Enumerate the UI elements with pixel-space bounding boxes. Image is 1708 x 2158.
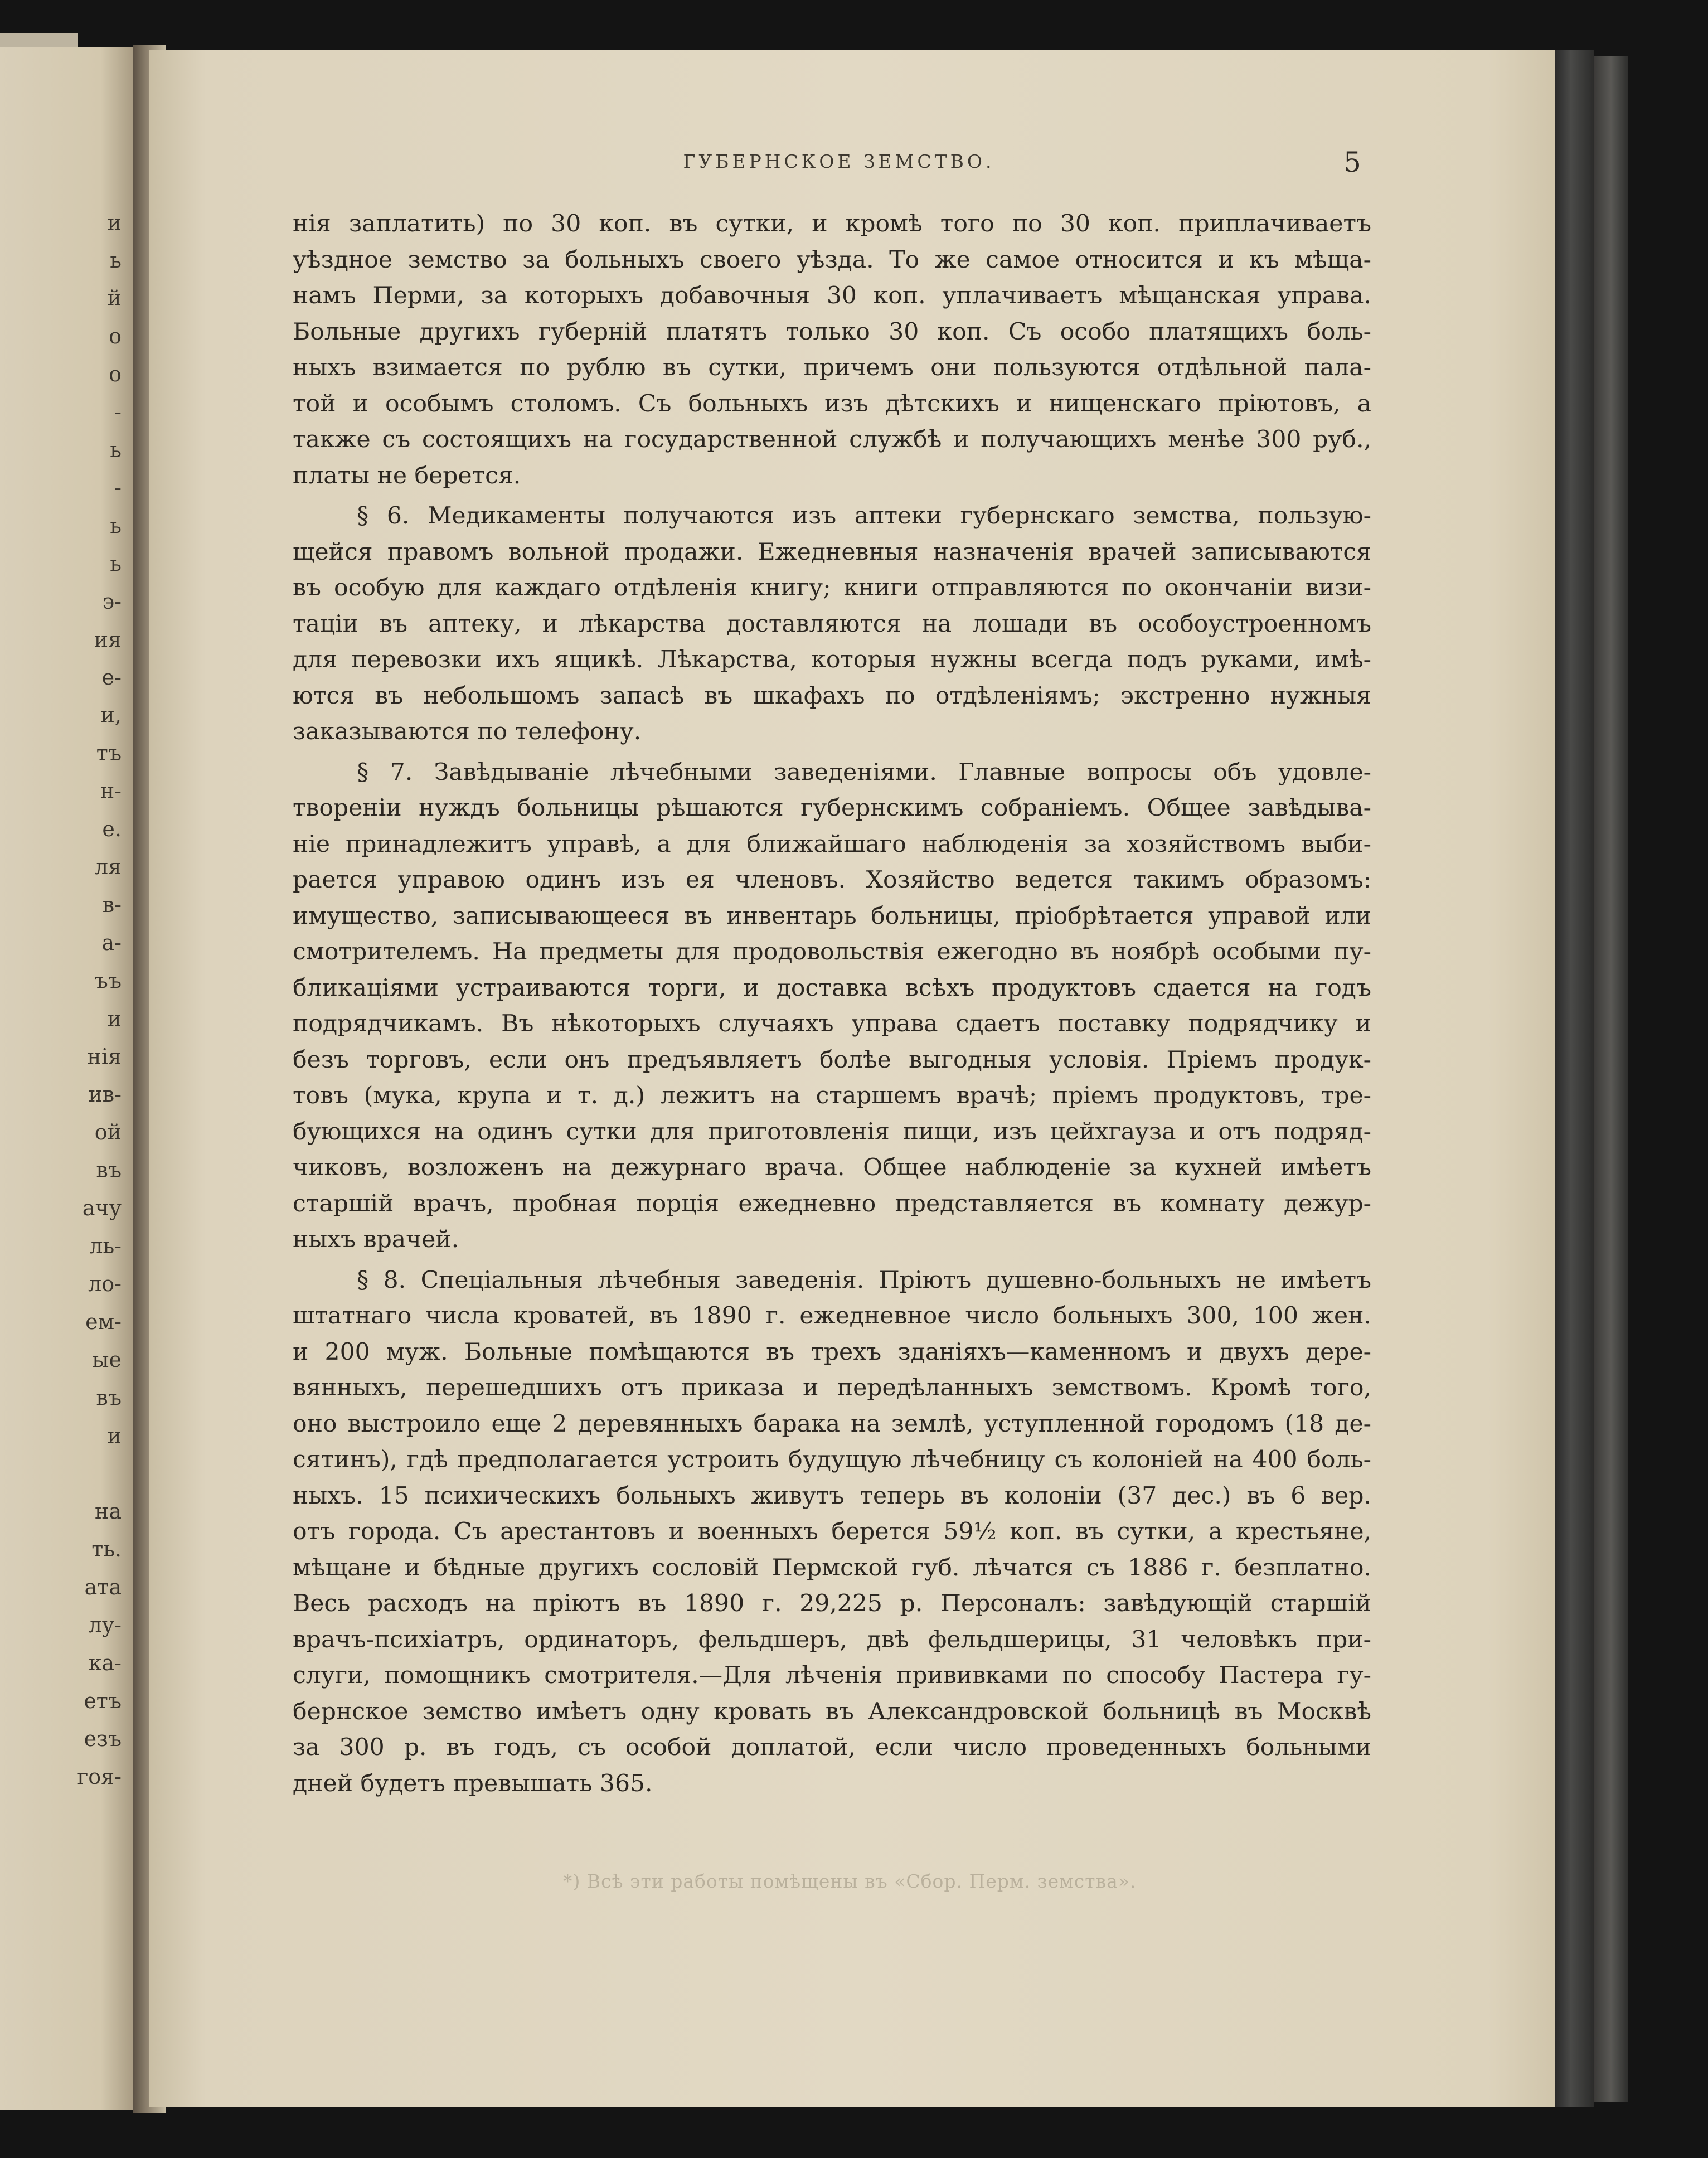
left-page-margin-text [77,203,122,1796]
text-line: щейся правомъ вольной продажи. Ежедневныя назначенія врачей записываются [293,538,1371,566]
body-text [293,206,1371,1802]
text-line: Весь расходъ на пріютъ въ 1890 г. 29,225 р. Персоналъ: завѣдующій старшій [293,1590,1371,1617]
left-margin-fragment: ачу [82,1196,122,1220]
text-line: § 6. Медикаменты получаются изъ аптеки губернскаго земства, пользую- [357,502,1371,530]
left-margin-fragment: тъ [96,741,122,765]
text-line: таціи въ аптеку, и лѣкарства доставляются на лошади въ особоустроенномъ [293,610,1371,638]
left-margin-fragment: ть. [91,1537,122,1561]
left-margin-fragment: ля [94,855,122,879]
text-line: подрядчикамъ. Въ нѣкоторыхъ случаяхъ управа сдаетъ поставку подрядчику и [293,1010,1371,1037]
left-page [0,47,144,2110]
left-margin-fragment: ия [94,627,122,652]
left-margin-fragment: е- [101,665,122,690]
left-margin-fragment: ем- [85,1310,122,1334]
paragraph [293,755,1371,1258]
text-line: имущество, записывающееся въ инвентарь больницы, пріобрѣтается управой или [293,902,1371,930]
text-line: той и особымъ столомъ. Съ больныхъ изъ дѣтскихъ и нищенскаго пріютовъ, а [293,390,1371,418]
text-line: врачъ-психіатръ, ординаторъ, фельдшеръ, двѣ фельдшерицы, 31 человѣкъ при- [293,1626,1371,1653]
text-line: бликаціями устраиваются торги, и доставка всѣхъ продуктовъ сдается на годъ [293,974,1371,1002]
text-line: для перевозки ихъ ящикѣ. Лѣкарства, которыя нужны всегда подъ руками, имѣ- [293,646,1371,673]
left-margin-fragment: - [114,476,122,500]
text-line: ются въ небольшомъ запасѣ въ шкафахъ по отдѣленіямъ; экстренно нужныя [293,682,1371,710]
left-margin-fragment: ой [94,1120,122,1145]
left-margin-fragment: ь [110,438,122,462]
text-line: § 8. Спеціальныя лѣчебныя заведенія. Пріютъ душевно-больныхъ не имѣетъ [357,1266,1371,1294]
left-margin-fragment: ъъ [94,968,122,993]
text-line: платы не берется. [293,462,521,489]
text-line: уѣздное земство за больныхъ своего уѣзда. То же самое относится и къ мѣща- [293,246,1371,274]
left-margin-fragment: ата [84,1575,122,1599]
paragraph-gap [293,1258,1371,1263]
left-margin-fragment: въ [96,1385,122,1410]
left-margin-fragment: о [109,362,122,386]
paragraph [293,206,1371,494]
left-margin-fragment: е. [102,817,122,841]
left-margin-fragment: нія [87,1044,122,1069]
text-line: ныхъ. 15 психическихъ больныхъ живутъ теперь въ колоніи (37 дес.) въ 6 вер. [293,1482,1371,1510]
left-margin-fragment: езъ [84,1727,122,1751]
footnote-bleedthrough: *) Всѣ эти работы помѣщены въ «Сбор. Перм. земства». [563,1870,1137,1892]
left-margin-fragment: ь [110,513,122,538]
text-line: и 200 муж. Больные помѣщаются въ трехъ зданіяхъ—каменномъ и двухъ дере- [293,1338,1371,1366]
running-title: ГУБЕРНСКОЕ ЗЕМСТВО. [683,151,995,172]
book-cover-edge [1594,56,1628,2102]
text-line: ніе принадлежитъ управѣ, а для ближайшаго наблюденія за хозяйствомъ выби- [293,830,1371,858]
paragraph-gap [293,750,1371,755]
left-margin-fragment: й [107,286,122,311]
text-line: вянныхъ, перешедшихъ отъ приказа и передѣланныхъ земствомъ. Кромѣ того, [293,1374,1371,1402]
text-line: оно выстроило еще 2 деревянныхъ барака на землѣ, уступленной городомъ (18 де- [293,1410,1371,1438]
left-margin-fragment: ль- [89,1234,122,1258]
paragraph [293,498,1371,750]
text-line: ныхъ врачей. [293,1226,459,1253]
text-line: смотрителемъ. На предметы для продовольствія ежегодно въ ноябрѣ особыми пу- [293,938,1371,966]
left-margin-fragment: н- [100,779,122,803]
left-margin-fragment: въ [96,1158,122,1182]
text-line: товъ (мука, крупа и т. д.) лежитъ на старшемъ врачѣ; пріемъ продуктовъ, тре- [293,1082,1371,1109]
left-margin-fragment [77,1454,122,1492]
left-margin-fragment: э- [102,589,122,614]
text-line: намъ Перми, за которыхъ добавочныя 30 коп. уплачиваетъ мѣщанская управа. [293,282,1371,309]
left-margin-fragment: на [95,1499,122,1524]
paragraph [293,1263,1371,1802]
left-margin-fragment: ив- [88,1082,122,1107]
left-margin-fragment: в- [102,893,122,917]
left-margin-fragment: и [107,1423,122,1448]
text-line: рается управою одинъ изъ ея членовъ. Хозяйство ведется такимъ образомъ: [293,866,1371,894]
text-line: дней будетъ превышать 365. [293,1769,653,1797]
text-line: штатнаго числа кроватей, въ 1890 г. ежедневное число больныхъ 300, 100 жен. [293,1302,1371,1330]
text-line: безъ торговъ, если онъ предъявляетъ болѣе выгодныя условія. Пріемъ продук- [293,1046,1371,1074]
text-line: слуги, помощникъ смотрителя.—Для лѣченія прививками по способу Пастера гу- [293,1662,1371,1689]
text-line: въ особую для каждаго отдѣленія книгу; книги отправляются по окончаніи визи- [293,574,1371,602]
text-line: старшій врачъ, пробная порція ежедневно представляется въ комнату дежур- [293,1190,1371,1218]
left-margin-fragment: - [114,400,122,424]
text-line: сятинъ), гдѣ предполагается устроить будущую лѣчебницу съ колоніей на 400 боль- [293,1446,1371,1473]
left-margin-fragment: ь [110,551,122,576]
text-line: заказываются по телефону. [293,718,642,745]
text-line: твореніи нуждъ больницы рѣшаются губернскимъ собраніемъ. Общее завѣдыва- [293,794,1371,822]
left-margin-fragment: гоя- [77,1764,122,1789]
text-line: чиковъ, возложенъ на дежурнаго врача. Общее наблюденіе за кухней имѣетъ [293,1154,1371,1181]
text-line: ныхъ взимается по рублю въ сутки, причемъ они пользуются отдѣльной пала- [293,354,1371,381]
text-line: бующихся на одинъ сутки для приготовленія пищи, изъ цейхгауза и отъ подряд- [293,1118,1371,1146]
left-margin-fragment: етъ [84,1689,122,1713]
text-line: мѣщане и бѣдные другихъ сословій Пермской губ. лѣчатся съ 1886 г. безплатно. [293,1554,1371,1582]
left-margin-fragment: ка- [88,1651,122,1675]
book-edge [1555,50,1594,2107]
text-line: Больные другихъ губерній платятъ только 30 коп. Съ особо платящихъ боль- [293,318,1371,346]
left-margin-fragment: и [107,210,122,235]
left-margin-fragment: о [109,324,122,348]
text-line: за 300 р. въ годъ, съ особой доплатой, если число проведенныхъ больными [293,1734,1371,1761]
text-line: нія заплатить) по 30 коп. въ сутки, и кромѣ того по 30 коп. приплачиваетъ [293,210,1371,237]
left-margin-fragment: ые [92,1347,122,1372]
paragraph-gap [293,494,1371,498]
left-margin-fragment: и, [100,703,122,728]
page-number: 5 [1343,146,1361,178]
text-line: § 7. Завѣдываніе лѣчебными заведеніями. Главные вопросы объ удовле- [357,758,1371,786]
left-margin-fragment: а- [101,930,122,955]
text-line: также съ состоящихъ на государственной службѣ и получающихъ менѣе 300 руб., [293,426,1371,453]
left-margin-fragment: ло- [88,1272,122,1296]
text-line: отъ города. Съ арестантовъ и военныхъ берется 59½ коп. въ сутки, а крестьяне, [293,1518,1371,1545]
left-margin-fragment: лу- [88,1613,122,1637]
left-margin-fragment: и [107,1006,122,1031]
left-margin-fragment: ь [110,248,122,273]
text-line: бернское земство имѣетъ одну кровать въ Александровской больницѣ въ Москвѣ [293,1698,1371,1725]
